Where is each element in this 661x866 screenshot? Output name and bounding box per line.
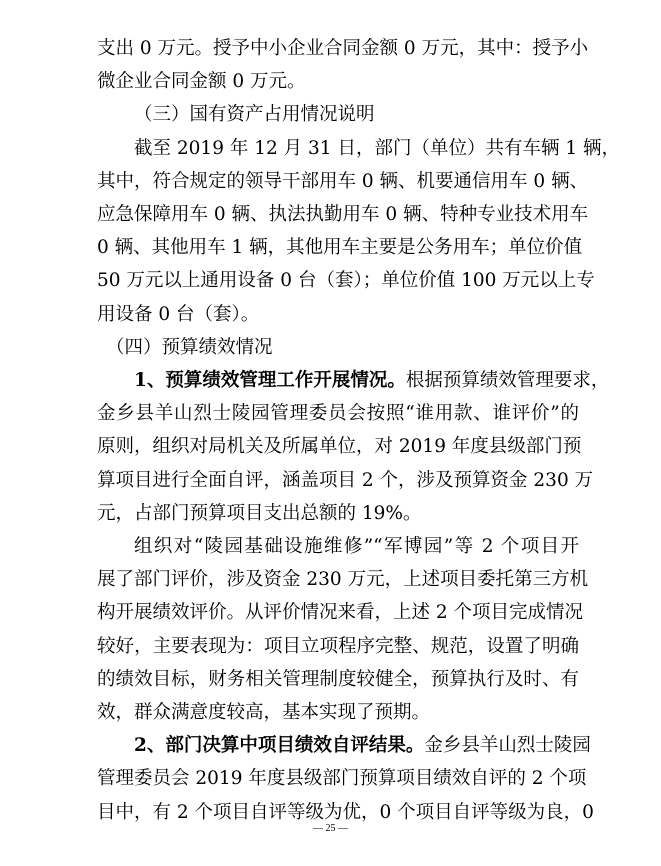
paragraph-line: 截至 2019 年 12 月 31 日，部门（单位）共有车辆 1 辆， [134,137,620,159]
paragraph-line: 用设备 0 台（套）。 [97,303,260,325]
paragraph-line: 展了部门评价，涉及资金 230 万元，上述项目委托第三方机 [97,569,589,591]
paragraph-line: 构开展绩效评价。从评价情况来看，上述 2 个项目完成情况 [97,602,584,624]
paragraph-line: 0 辆、其他用车 1 辆，其他用车主要是公务用车；单位价值 [97,237,583,259]
paragraph-line: 的绩效目标，财务相关管理制度较健全，预算执行及时、有 [97,668,579,690]
paragraph-line: 较好，主要表现为：项目立项程序完整、规范，设置了明确 [97,635,579,657]
paragraph-line: 管理委员会 2019 年度县级部门预算项目绩效自评的 2 个项 [97,768,587,790]
paragraph-line: 微企业合同金额 0 万元。 [97,71,306,93]
paragraph-line: 50 万元以上通用设备 0 台（套）；单位价值 100 万元以上专 [97,270,595,292]
paragraph-text: 根据预算绩效管理要求， [405,370,610,391]
section-heading: （三）国有资产占用情况说明 [134,104,375,126]
paragraph-line: 其中，符合规定的领导干部用车 0 辆、机要通信用车 0 辆、 [97,170,589,192]
paragraph-line: 元，占部门预算项目支出总额的 19%。 [97,502,422,524]
bold-lead: 2、部门决算中项目绩效自评结果。 [134,735,425,757]
paragraph-line: 应急保障用车 0 辆、执法执勤用车 0 辆、特种专业技术用车 [97,204,589,225]
section-heading: （四）预算绩效情况 [106,336,273,358]
bold-lead: 1、预算绩效管理工作开展情况。 [134,370,406,391]
paragraph-line: 金乡县羊山烈士陵园管理委员会按照“谁用款、谁评价”的 [97,403,579,425]
paragraph-line: 原则，组织对局机关及所属单位，对 2019 年度县级部门预 [97,436,582,458]
paragraph-line [134,365,610,397]
paragraph-line: 组织对“陵园基础设施维修”“军博园”等 2 个项目开 [134,536,579,557]
paragraph-line: 算项目进行全面自评，涵盖项目 2 个，涉及预算资金 230 万 [97,469,594,491]
paragraph-line [134,730,591,762]
paragraph-line: 效，群众满意度较高，基本实现了预期。 [97,702,431,723]
page-number: — 25 — [313,823,348,834]
paragraph-line: 支出 0 万元。授予中小企业合同金额 0 万元，其中：授予小 [97,38,589,59]
paragraph-text: 金乡县羊山烈士陵园 [424,735,591,757]
paragraph-line: 目中，有 2 个项目自评等级为优，0 个项目自评等级为良，0 [97,801,594,823]
